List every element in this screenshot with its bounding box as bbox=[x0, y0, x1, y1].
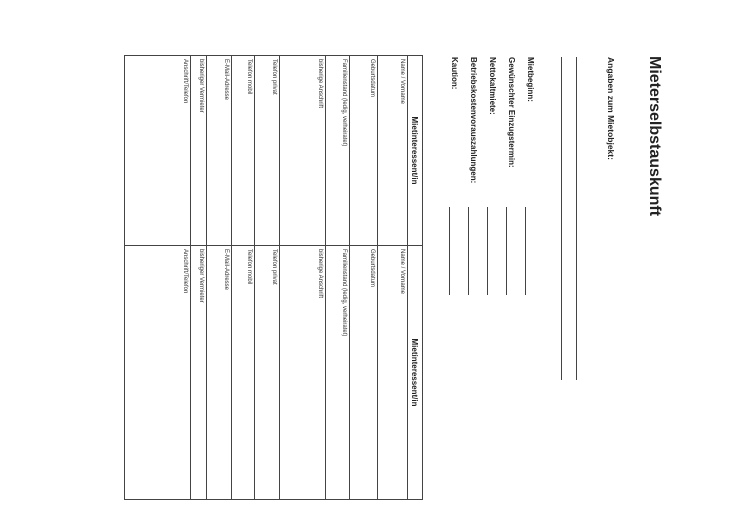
rental-object-line-2 bbox=[561, 57, 562, 380]
table-cell[interactable]: Telefon privat bbox=[255, 56, 280, 246]
table-cell[interactable]: Geburtsdatum bbox=[350, 56, 378, 246]
field-blank-net-rent[interactable] bbox=[487, 207, 488, 295]
table-cell[interactable]: bisherige Anschrift bbox=[280, 56, 326, 246]
applicant-2-header: Mietinteressent/in bbox=[408, 246, 423, 500]
field-label-net-rent: Nettokaltmiete: bbox=[488, 57, 497, 115]
field-blank-operating-costs[interactable] bbox=[468, 207, 469, 295]
table-cell[interactable]: Anschrift/Telefon bbox=[125, 56, 191, 246]
table-cell[interactable]: E-Mail-Adresse bbox=[207, 246, 232, 500]
table-cell[interactable]: bisheriger Vermieter bbox=[191, 246, 207, 500]
table-cell[interactable]: E-Mail-Adresse bbox=[207, 56, 232, 246]
table-cell[interactable]: Telefon mobil bbox=[232, 56, 255, 246]
table-cell[interactable]: Familienstand (ledig, verheiratet) bbox=[326, 246, 350, 500]
table-cell[interactable]: Familienstand (ledig, verheiratet) bbox=[326, 56, 350, 246]
rental-object-line-1 bbox=[576, 57, 577, 380]
field-label-operating-costs: Betriebskostenvorauszahlungen: bbox=[469, 57, 478, 184]
table-cell[interactable]: Telefon privat bbox=[255, 246, 280, 500]
document-title: Mieterselbstauskunft bbox=[646, 56, 663, 217]
field-label-rent-start: Mietbeginn: bbox=[526, 57, 535, 102]
field-blank-move-in-date[interactable] bbox=[506, 207, 507, 295]
applicant-1-header: Mietinteressent/in bbox=[408, 56, 423, 246]
field-blank-deposit[interactable] bbox=[449, 207, 450, 295]
applicant-table bbox=[124, 55, 423, 500]
rental-object-heading: Angaben zum Mietobjekt: bbox=[606, 57, 616, 160]
table-cell[interactable]: bisheriger Vermieter bbox=[191, 56, 207, 246]
field-label-move-in-date: Gewünschter Einzugstermin: bbox=[507, 57, 516, 168]
table-cell[interactable]: Geburtsdatum bbox=[350, 246, 378, 500]
table-cell[interactable]: bisherige Anschrift bbox=[280, 246, 326, 500]
field-blank-rent-start[interactable] bbox=[525, 207, 526, 295]
table-cell[interactable]: Anschrift/Telefon bbox=[125, 246, 191, 500]
table-cell[interactable]: Name / Vorname bbox=[378, 246, 408, 500]
table-cell[interactable]: Telefon mobil bbox=[232, 246, 255, 500]
field-label-deposit: Kaution: bbox=[450, 57, 459, 90]
table-cell[interactable]: Name / Vorname bbox=[378, 56, 408, 246]
